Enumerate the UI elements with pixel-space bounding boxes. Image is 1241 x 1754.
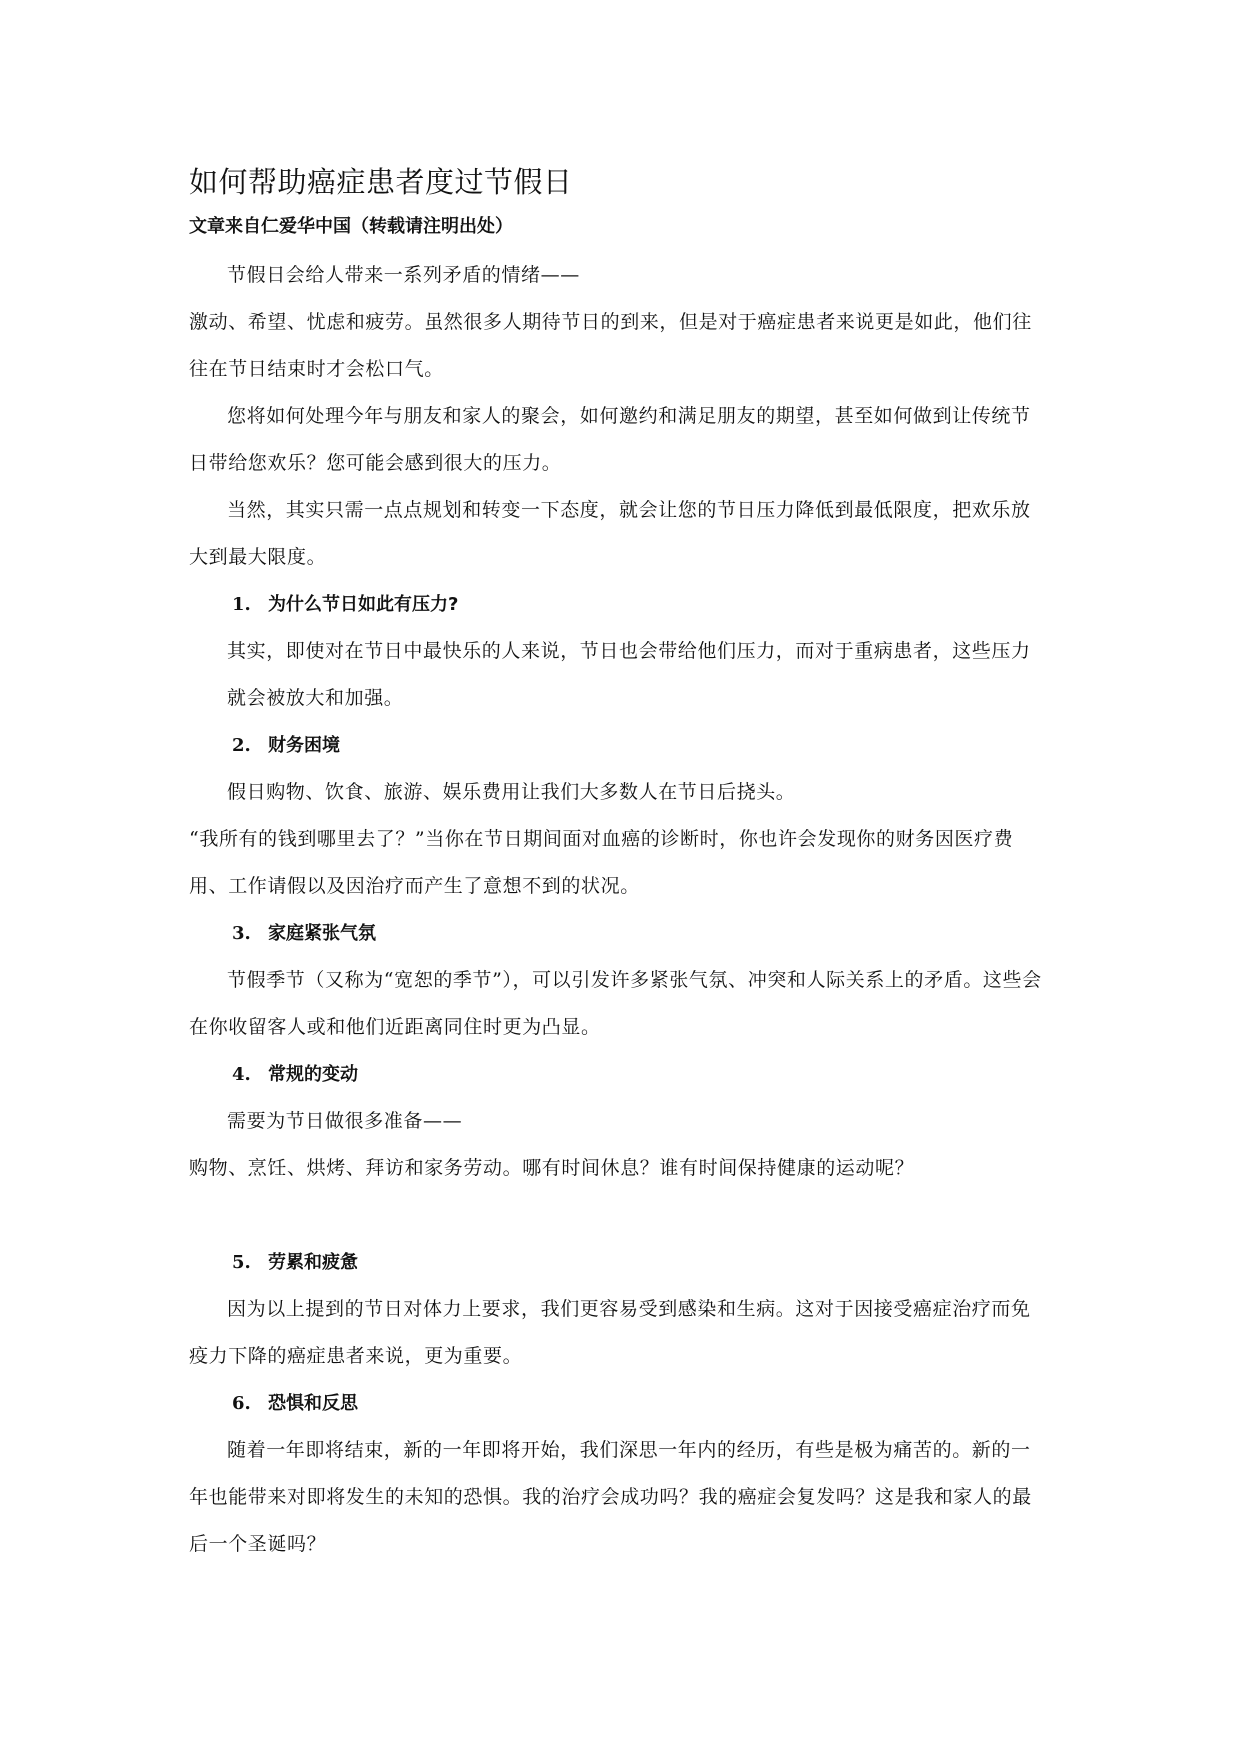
section-heading-5 — [189, 1239, 1049, 1286]
section-number: 3. — [232, 923, 251, 944]
section-2-paragraph-2: “我所有的钱到哪里去了？”当你在节日期间面对血癌的诊断时，你也许会发现你的财务因医疗费用、工作请假以及因治疗而产生了意想不到的状况。 — [189, 828, 1014, 897]
section-6-paragraph-1: 随着一年即将结束，新的一年即将开始，我们深思一年内的经历，有些是极为痛苦的。新的一年也能带来对即将发生的未知的恐惧。我的治疗会成功吗？我的癌症会复发吗？这是我和家人的最后一个圣诞吗？ — [189, 1439, 1032, 1555]
section-number: 2. — [232, 735, 251, 756]
section-heading-2 — [189, 722, 1049, 769]
page-title: 如何帮助癌症患者度过节假日 — [189, 165, 573, 199]
section-number: 5. — [232, 1252, 251, 1273]
section-3-paragraph-1: 节假季节（又称为“宽恕的季节”），可以引发许多紧张气氛、冲突和人际关系上的矛盾。这些会在你收留客人或和他们近距离同住时更为凸显。 — [189, 969, 1042, 1038]
intro-paragraph-4: 当然，其实只需一点点规划和转变一下态度，就会让您的节日压力降低到最低限度，把欢乐放大到最大限度。 — [189, 499, 1031, 568]
section-number: 6. — [232, 1393, 251, 1414]
blank-line — [189, 1192, 1049, 1239]
section-4-paragraph-2: 购物、烹饪、烘烤、拜访和家务劳动。哪有时间休息？谁有时间保持健康的运动呢？ — [189, 1157, 915, 1179]
section-heading-4 — [189, 1051, 1049, 1098]
section-number: 1. — [232, 594, 251, 615]
intro-paragraph-3: 您将如何处理今年与朋友和家人的聚会，如何邀约和满足朋友的期望，甚至如何做到让传统节日带给您欢乐？您可能会感到很大的压力。 — [189, 405, 1031, 474]
document-content — [189, 160, 1049, 1568]
section-1-paragraph-1: 其实，即使对在节日中最快乐的人来说，节日也会带给他们压力，而对于重病患者，这些压力就会被放大和加强。 — [227, 640, 1031, 709]
section-number: 4. — [232, 1064, 251, 1085]
section-title: 为什么节日如此有压力? — [268, 594, 459, 615]
section-2-paragraph-1: 假日购物、饮食、旅游、娱乐费用让我们大多数人在节日后挠头。 — [227, 781, 796, 803]
section-title: 财务困境 — [268, 735, 340, 756]
section-title: 常规的变动 — [268, 1064, 358, 1085]
section-heading-3 — [189, 910, 1049, 957]
source-note: 文章来自仁爱华中国（转载请注明出处） — [189, 216, 513, 237]
section-title: 恐惧和反思 — [268, 1393, 358, 1414]
section-title: 家庭紧张气氛 — [268, 923, 376, 944]
intro-paragraph-1: 节假日会给人带来一系列矛盾的情绪—— — [227, 264, 580, 286]
section-heading-6 — [189, 1380, 1049, 1427]
section-5-paragraph-1: 因为以上提到的节日对体力上要求，我们更容易受到感染和生病。这对于因接受癌症治疗而免疫力下降的癌症患者来说，更为重要。 — [189, 1298, 1031, 1367]
intro-paragraph-2: 激动、希望、忧虑和疲劳。虽然很多人期待节日的到来，但是对于癌症患者来说更是如此，他们往往在节日结束时才会松口气。 — [189, 311, 1032, 380]
section-heading-1 — [189, 581, 1049, 628]
section-4-paragraph-1: 需要为节日做很多准备—— — [227, 1110, 463, 1132]
section-title: 劳累和疲惫 — [268, 1252, 358, 1273]
